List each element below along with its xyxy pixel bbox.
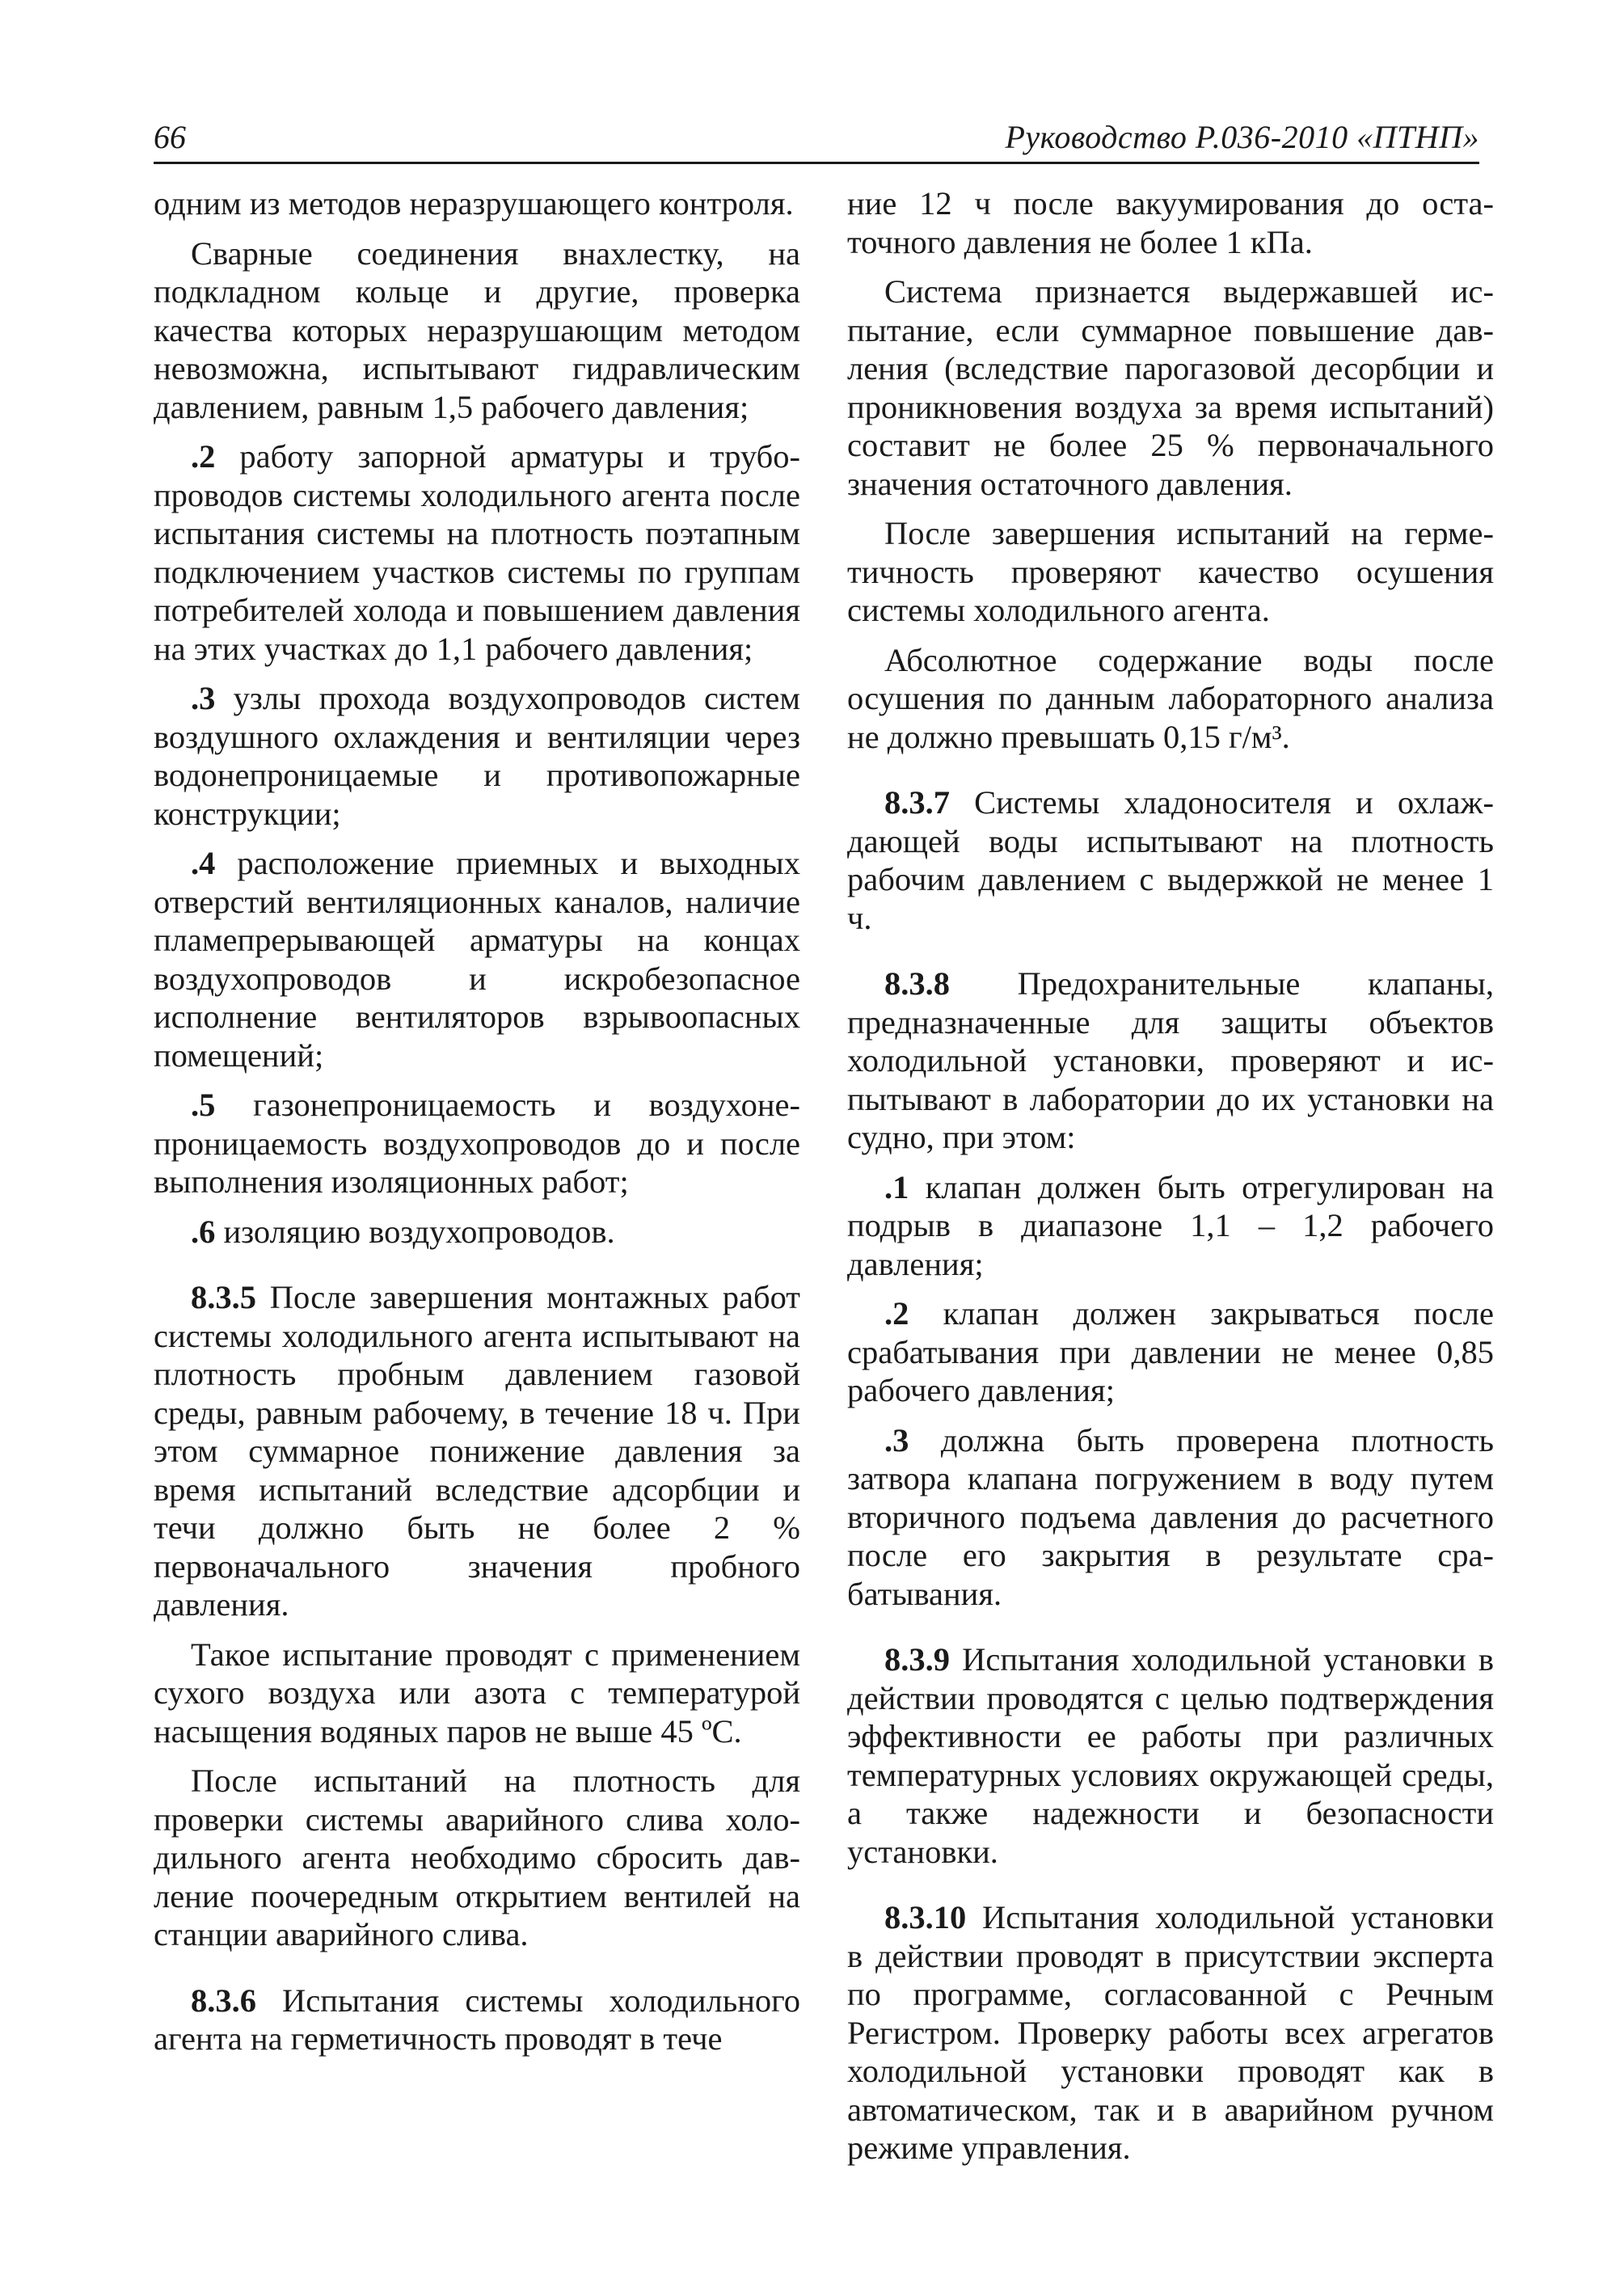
paragraph bbox=[847, 184, 1494, 261]
paragraph bbox=[847, 514, 1494, 630]
section-paragraph bbox=[847, 783, 1494, 937]
paragraph-text: Сварные соединения внахлестку, на подкладном кольце и другие, проверка качества которых неразрушающим методом невозможна, испытывают гидравлическим давлением, равным 1,5 рабочего давления; bbox=[154, 234, 800, 425]
section-paragraph bbox=[154, 1982, 800, 2058]
paragraph-text: Испытания холодильной установки в действии проводят в присутствии эксперта по программе, согласованной с Речным Регистром. Проверку работы всех агрегатов холодильной установки проводят как в автоматическом, так и в аварийном ручном режиме управления. bbox=[847, 1899, 1494, 2166]
paragraph-text: работу запорной арматуры и трубопроводов системы холодильного агента после испытания системы на плотность поэтапным подключением участков системы по группам потребителей холода и повышением давления на этих участках до 1,1 рабочего давления; bbox=[154, 438, 800, 667]
paragraph-text: узлы прохода воздухопроводов систем воздушного охлаждения и вентиляции через водонепроницаемые и противопожарные конструкции; bbox=[154, 680, 800, 832]
item-number: 8.3.8 bbox=[884, 965, 950, 1002]
item-number: .3 bbox=[884, 1421, 909, 1458]
item-number: 8.3.7 bbox=[884, 784, 950, 821]
item-number: 8.3.9 bbox=[884, 1641, 950, 1678]
paragraph-text: Система признается выдержавшей испытание, если суммарное повышение давления (вследствие парогазовой десорбции и проникновения воздуха за время испытаний) составит не более 25 % первоначального значения остаточного давления. bbox=[847, 273, 1494, 502]
paragraph bbox=[154, 1636, 800, 1751]
paragraph-text: ние 12 ч после вакуумирования до остаточного давления не более 1 кПа. bbox=[847, 185, 1494, 260]
paragraph-text: изоляцию воздухопроводов. bbox=[215, 1213, 615, 1250]
list-item-paragraph bbox=[847, 1294, 1494, 1410]
item-number: .2 bbox=[191, 438, 216, 475]
paragraph-text: газонепроницаемость и воздухонепроницаемость воздухопроводов до и после выполнения изоляционных работ; bbox=[154, 1087, 800, 1200]
list-item-paragraph bbox=[154, 1086, 800, 1201]
item-number: 8.3.10 bbox=[884, 1899, 967, 1935]
item-number: .5 bbox=[191, 1087, 216, 1123]
paragraph-text: Такое испытание проводят с применением сухого воздуха или азота с температурой насыщения водяных паров не выше 45 ºС. bbox=[154, 1636, 800, 1750]
page-number: 66 bbox=[154, 119, 186, 155]
section-paragraph bbox=[847, 964, 1494, 1157]
paragraph-text: После испытаний на плотность для проверки системы аварийного слива холодильного агента необходимо сбросить давление поочередным открытием вентилей на станции аварийного слива. bbox=[154, 1762, 800, 1952]
paragraph bbox=[154, 184, 800, 223]
item-number: 8.3.6 bbox=[191, 1982, 256, 2019]
list-item-paragraph bbox=[847, 1421, 1494, 1614]
running-title: Руководство Р.036-2010 «ПТНП» bbox=[1005, 119, 1479, 155]
paragraph bbox=[154, 234, 800, 427]
paragraph-text: Испытания системы холодильного агента на герметичность проводят в тече bbox=[154, 1982, 800, 2057]
paragraph-text: расположение приемных и выходных отверстий вентиляционных каналов, наличие пламепрерывающей арматуры на концах воздухопроводов и искробезопасное исполнение вентиляторов взрывоопасных помещений; bbox=[154, 845, 800, 1074]
paragraph-text: клапан должен быть отрегулирован на подрыв в диапазоне 1,1 – 1,2 рабочего давления; bbox=[847, 1168, 1494, 1282]
item-number: .2 bbox=[884, 1295, 909, 1332]
item-number: 8.3.5 bbox=[191, 1279, 256, 1315]
paragraph-text: Предохранительные клапаны, предназначенные для защиты объектов холодильной установки, проверяют и испытывают в лаборатории до их установки на судно, при этом: bbox=[847, 965, 1494, 1155]
paragraph-text: Абсолютное содержание воды после осушения по данным лабораторного анализа не должно превышать 0,15 г/м³. bbox=[847, 641, 1494, 755]
item-number: .3 bbox=[191, 680, 216, 716]
page-header bbox=[154, 113, 1479, 164]
paragraph bbox=[847, 641, 1494, 757]
item-number: .6 bbox=[191, 1213, 216, 1250]
left-column bbox=[154, 184, 800, 2070]
paragraph-text: должна быть проверена плотность затвора клапана погружением в воду путем вторичного подъема давления до расчетного после его закрытия в результате срабатывания. bbox=[847, 1421, 1494, 1612]
list-item-paragraph bbox=[154, 1213, 800, 1252]
paragraph bbox=[154, 1762, 800, 1954]
list-item-paragraph bbox=[154, 437, 800, 668]
paragraph-text: После завершения монтажных работ системы холодильного агента испытывают на плотность пробным давлением газовой среды, равным рабочему, в течение 18 ч. При этом суммарное понижение давления за время испытаний вследствие адсорбции и течи должно быть не более 2 % первоначального значения пробного давления. bbox=[154, 1279, 800, 1623]
list-item-paragraph bbox=[847, 1168, 1494, 1284]
item-number: .4 bbox=[191, 845, 216, 881]
list-item-paragraph bbox=[154, 844, 800, 1074]
section-paragraph bbox=[154, 1278, 800, 1624]
right-column bbox=[847, 184, 1494, 2179]
item-number: .1 bbox=[884, 1168, 909, 1205]
paragraph-text: Испытания холодильной установки в действии проводятся с целью подтверждения эффективности ее работы при различных температурных условиях окружающей среды, а также надежности и безопасности установки. bbox=[847, 1641, 1494, 1870]
paragraph-text: Системы хладоносителя и охлаждающей воды испытывают на плотность рабочим давлением с выдержкой не менее 1 ч. bbox=[847, 784, 1494, 936]
section-paragraph bbox=[847, 1898, 1494, 2167]
section-paragraph bbox=[847, 1640, 1494, 1871]
list-item-paragraph bbox=[154, 679, 800, 833]
paragraph-text: одним из методов неразрушающего контроля. bbox=[154, 185, 794, 222]
paragraph bbox=[847, 272, 1494, 503]
paragraph-text: После завершения испытаний на герметичность проверяют качество осушения системы холодильного агента. bbox=[847, 515, 1494, 628]
paragraph-text: клапан должен закрываться после срабатывания при давлении не менее 0,85 рабочего давления; bbox=[847, 1295, 1494, 1408]
